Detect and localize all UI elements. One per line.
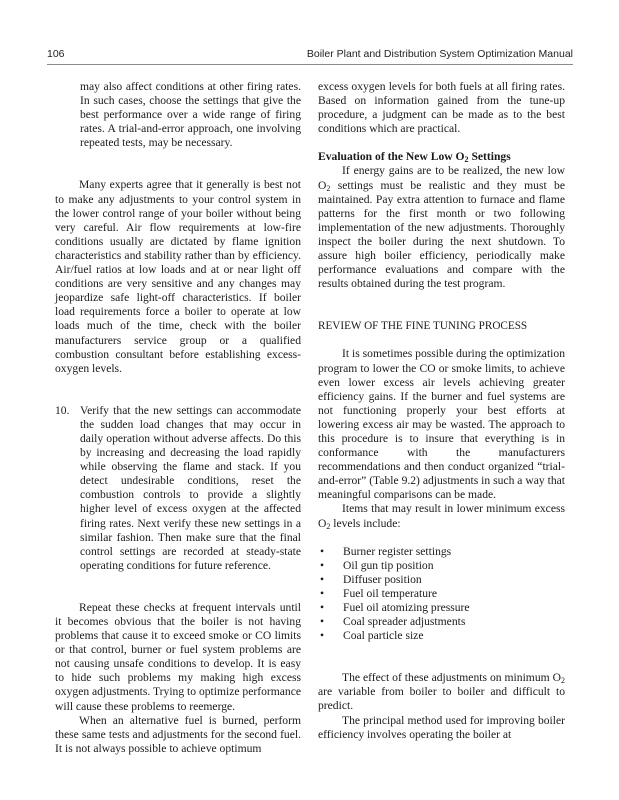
list-item: • Oil gun tip position xyxy=(320,558,434,572)
right-column xyxy=(318,80,565,742)
bullet-list xyxy=(318,545,565,644)
paragraph: Repeat these checks at frequent intervals until it becomes obvious that the boiler is not having problems that cause it to exceed smoke or CO limits or that control, burner or fuel system problems are not causing unsafe conditions to develop. It is easy to hide such problems my making high excess oxygen adjustments. Trying to optimize performance will cause these problems to reemerge. xyxy=(55,600,302,713)
bullet-icon: • xyxy=(320,615,325,629)
continued-paragraph: excess oxygen levels for both fuels at all firing rates. Based on information gained from the tune-up procedure, a judgment can be made as to the best conditions which are practical. xyxy=(318,80,565,136)
spacer xyxy=(318,643,565,671)
spacer xyxy=(318,291,565,319)
spacer xyxy=(55,376,301,404)
list-item: • Fuel oil atomizing pressure xyxy=(320,601,470,614)
list-item: • Coal particle size xyxy=(320,629,424,643)
spacer xyxy=(55,573,301,601)
paragraph: Items that may result in lower minimum excess $O_2$ levels include: xyxy=(318,502,565,531)
spacer xyxy=(55,150,301,178)
paragraph: The effect of these adjustments on minimum $O_2$ are variable from boiler to boiler and difficult to predict. xyxy=(318,671,565,713)
paragraph: The principal method used for improving boiler efficiency involves operating the boiler at xyxy=(318,713,565,741)
list-item: • Burner register settings xyxy=(320,544,452,558)
running-header xyxy=(47,44,573,64)
page-number: 106 xyxy=(47,48,65,60)
bullet-icon: • xyxy=(320,572,325,586)
step-number: 10. xyxy=(55,403,70,417)
paragraph: Many experts agree that it generally is best not to make any adjustments to your control system in the lower control range of your boiler without being very careful. Air flow requirements at low-fire conditions usually are dictated by flame ignition characteristics and stability rather than by efficiency. Air/fuel ratios at low loads and at or near light off conditions are very sensitive and any changes may jeopardize safe light-off characteristics. If boiler load requirements force a boiler to operate at low loads much of the time, check with the boiler manufacturers service group or a qualified combustion consultant before establishing excess-oxygen levels. xyxy=(55,178,301,375)
bullet-icon: • xyxy=(320,601,325,614)
bullet-icon: • xyxy=(320,544,325,558)
spacer xyxy=(318,531,565,545)
spacer xyxy=(318,333,565,347)
bullet-icon: • xyxy=(320,558,325,572)
list-item: • Diffuser position xyxy=(320,572,422,586)
left-column xyxy=(55,80,301,756)
running-title: Boiler Plant and Distribution System Optimization Manual xyxy=(306,48,573,60)
paragraph: If energy gains are to be realized, the new low $O_2$ settings must be realistic and they must be maintained. Pay extra attention to furnace and flame patterns for the first month or two following implementation of the new adjustments. Thoroughly inspect the boiler during the next shutdown. To assure high boiler efficiency, periodically make performance evaluations and compare with the results obtained during the test program. xyxy=(318,164,565,291)
paragraph: When an alternative fuel is burned, perform these same tests and adjustments for the second fuel. It is not always possible to achieve optimum xyxy=(55,713,301,755)
section-heading-review: REVIEW OF THE FINE TUNING PROCESS xyxy=(318,320,528,333)
bullet-icon: • xyxy=(320,586,325,600)
list-item: • Coal spreader adjustments xyxy=(320,615,466,629)
list-item: • Fuel oil temperature xyxy=(320,586,438,600)
continued-list-paragraph: may also affect conditions at other firing rates. In such cases, choose the settings that give the best performance over a wide range of firing rates. A trial-and-error approach, one involving repeated tests, may be necessary. xyxy=(80,80,301,150)
numbered-step-10 xyxy=(55,404,301,573)
spacer xyxy=(318,136,565,150)
header-rule xyxy=(47,64,573,65)
section-heading-evaluation: Evaluation of the New Low $O_2$ Settings xyxy=(318,150,511,165)
step-text: Verify that the new settings can accommodate the sudden load changes that may occur in daily operation without adverse affects. Do this by increasing and decreasing the load rapidly while observing the flame and stack. If you detect undesirable conditions, reset the combustion controls to provide a slightly higher level of excess oxygen at the affected firing rates. Next verify these new settings in a similar fashion. Then make sure that the final control settings are recorded at steady-state operating conditions for future reference. xyxy=(80,403,301,572)
paragraph: It is sometimes possible during the optimization program to lower the CO or smoke limits, to achieve even lower excess air levels achieving greater efficiency gains. If the burner and fuel systems are not functioning properly your best efforts at lowering excess air may be wasted. The approach to this procedure is to insure that everything is in conformance with the manufacturers recommendations and then conduct organized “trial-and-error” (Table 9.2) adjustments in such a way that meaningful comparisons can be made. xyxy=(318,347,565,502)
bullet-icon: • xyxy=(320,629,325,643)
